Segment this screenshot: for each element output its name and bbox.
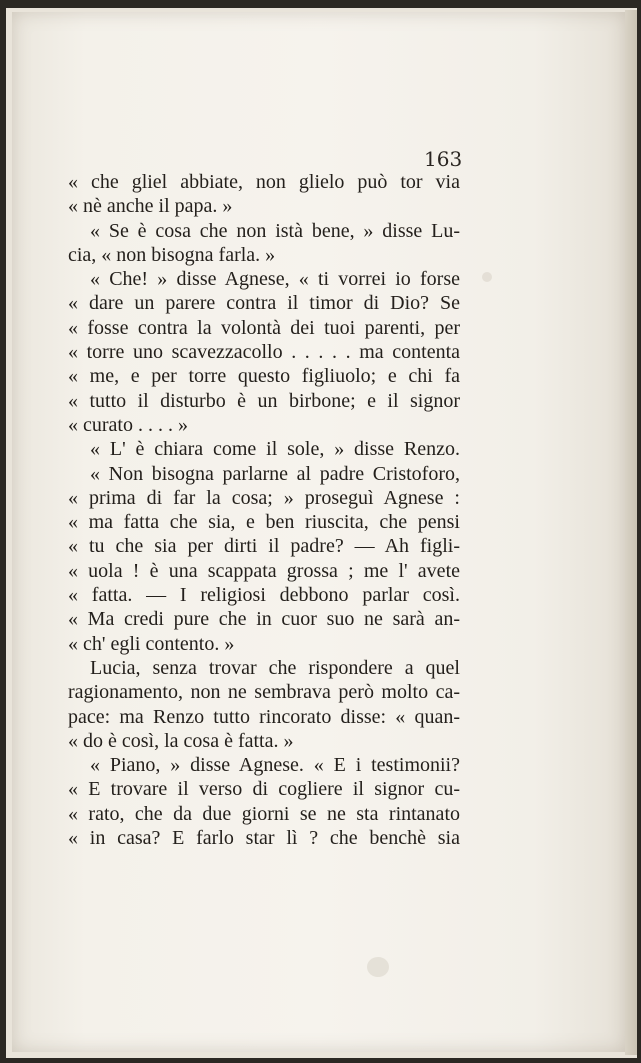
text-line: « L' è chiara come il sole, » disse Renzo.	[90, 438, 460, 461]
text-line: « Ma credi pure che in cuor suo ne sarà an-	[68, 608, 460, 631]
text-line: « E trovare il verso di cogliere il signor cu-	[68, 778, 460, 801]
text-line: « ma fatta che sia, e ben riuscita, che pensi	[68, 511, 460, 534]
text-line: « Piano, » disse Agnese. « E i testimonii?	[90, 754, 460, 777]
body-text	[68, 170, 460, 850]
text-line: Lucia, senza trovar che rispondere a quel	[90, 656, 460, 679]
text-line: « curato . . . . »	[68, 413, 188, 436]
paper-spot	[367, 957, 389, 977]
text-line: « rato, che da due giorni se ne sta rintanato	[68, 802, 460, 825]
text-line: « tu che sia per dirti il padre? — Ah figli-	[68, 535, 460, 558]
text-line: « torre uno scavezzacollo . . . . . ma contenta	[68, 341, 460, 364]
text-line: « che gliel abbiate, non glielo può tor via	[68, 171, 460, 193]
text-line: ragionamento, non ne sembrava però molto ca-	[68, 681, 460, 704]
text-line: « fatta. — I religiosi debbono parlar così.	[68, 584, 460, 607]
page-stack-edge	[625, 10, 637, 1055]
page-number: 163	[424, 147, 463, 171]
text-line: « fosse contra la volontà dei tuoi parenti, per	[68, 316, 460, 339]
text-line: pace: ma Renzo tutto rincorato disse: « quan-	[68, 705, 460, 728]
text-line: « dare un parere contra il timor di Dio? Se	[68, 292, 460, 315]
text-line: « in casa? E farlo star lì ? che benchè sia	[68, 827, 460, 850]
text-line: « prima di far la cosa; » proseguì Agnese :	[68, 486, 460, 509]
text-line: « Se è cosa che non istà bene, » disse Lu-	[90, 219, 460, 242]
paper-spot	[482, 272, 492, 282]
text-line: « me, e per torre questo figliuolo; e chi fa	[68, 365, 460, 388]
text-line: « Non bisogna parlarne al padre Cristoforo,	[90, 462, 460, 485]
text-line: « tutto il disturbo è un birbone; e il signor	[68, 389, 460, 412]
text-line: « Che! » disse Agnese, « ti vorrei io forse	[90, 268, 460, 291]
text-line: « uola ! è una scappata grossa ; me l' avete	[68, 559, 460, 582]
text-line: « nè anche il papa. »	[68, 195, 233, 218]
text-line: « ch' egli contento. »	[68, 632, 235, 655]
text-line: « do è così, la cosa è fatta. »	[68, 729, 294, 752]
text-line: cia, « non bisogna farla. »	[68, 243, 276, 266]
